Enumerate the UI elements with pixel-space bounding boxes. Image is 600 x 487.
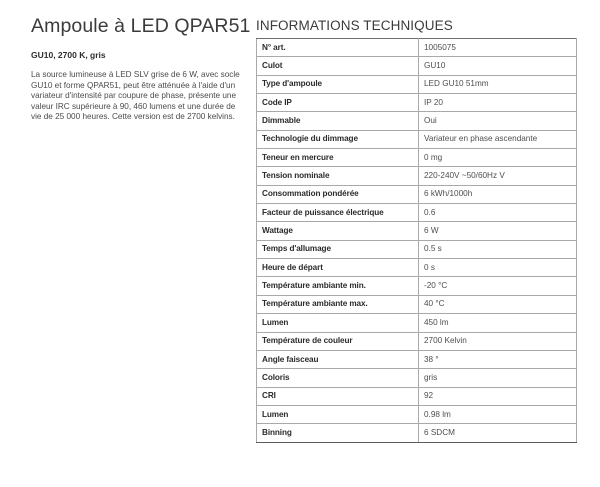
spec-value: 0 s <box>419 259 577 277</box>
spec-value: 1005075 <box>419 39 577 57</box>
spec-value: 2700 Kelvin <box>419 332 577 350</box>
spec-label: Culot <box>257 57 419 75</box>
spec-label: CRI <box>257 387 419 405</box>
product-description: La source lumineuse à LED SLV grise de 6 W, avec socle GU10 et forme QPAR51, peut être atténuée à l'aide d'un variateur d'intensité par coupure de phase, présente une valeur IRC supérieure à 90, 460 lumens et une durée de vie de 25 000 heures. Cette version est de 2700 kelvins. <box>31 70 240 122</box>
spec-row <box>257 259 577 277</box>
spec-label: Technologie du dimmage <box>257 130 419 148</box>
spec-row <box>257 405 577 423</box>
spec-label: Heure de départ <box>257 259 419 277</box>
spec-row <box>257 314 577 332</box>
spec-label: Binning <box>257 424 419 442</box>
spec-value: 0.98 lm <box>419 405 577 423</box>
spec-value: Oui <box>419 112 577 130</box>
spec-label: Angle faisceau <box>257 350 419 368</box>
spec-value: IP 20 <box>419 94 577 112</box>
spec-row <box>257 57 577 75</box>
product-subtitle: GU10, 2700 K, gris <box>31 50 106 60</box>
spec-value: 0 mg <box>419 149 577 167</box>
spec-value: 92 <box>419 387 577 405</box>
spec-row <box>257 222 577 240</box>
specs-table-body <box>257 39 577 443</box>
spec-row <box>257 185 577 203</box>
spec-row <box>257 240 577 258</box>
spec-row <box>257 204 577 222</box>
product-info <box>31 14 251 123</box>
spec-value: 38 ° <box>419 350 577 368</box>
spec-label: Dimmable <box>257 112 419 130</box>
spec-value: Variateur en phase ascendante <box>419 130 577 148</box>
spec-label: Temps d'allumage <box>257 240 419 258</box>
spec-value: 6 SDCM <box>419 424 577 442</box>
spec-label: Teneur en mercure <box>257 149 419 167</box>
specs-section <box>256 14 576 38</box>
spec-label: Code IP <box>257 94 419 112</box>
spec-row <box>257 424 577 442</box>
spec-value: LED GU10 51mm <box>419 75 577 93</box>
spec-label: Facteur de puissance électrique <box>257 204 419 222</box>
spec-row <box>257 295 577 313</box>
spec-label: Lumen <box>257 405 419 423</box>
spec-value: -20 °C <box>419 277 577 295</box>
spec-value: 6 kWh/1000h <box>419 185 577 203</box>
spec-value: 40 °C <box>419 295 577 313</box>
spec-value: gris <box>419 369 577 387</box>
spec-value: 6 W <box>419 222 577 240</box>
spec-label: Tension nominale <box>257 167 419 185</box>
spec-row <box>257 277 577 295</box>
spec-label: N° art. <box>257 39 419 57</box>
spec-label: Température ambiante min. <box>257 277 419 295</box>
specs-title: INFORMATIONS TECHNIQUES <box>256 18 453 33</box>
spec-row <box>257 75 577 93</box>
specs-table <box>256 38 577 443</box>
spec-row <box>257 112 577 130</box>
spec-row <box>257 39 577 57</box>
spec-row <box>257 149 577 167</box>
product-title: Ampoule à LED QPAR51 <box>31 15 251 37</box>
spec-label: Wattage <box>257 222 419 240</box>
spec-label: Lumen <box>257 314 419 332</box>
spec-value: 220-240V ~50/60Hz V <box>419 167 577 185</box>
spec-row <box>257 94 577 112</box>
spec-label: Température ambiante max. <box>257 295 419 313</box>
spec-label: Température de couleur <box>257 332 419 350</box>
spec-label: Type d'ampoule <box>257 75 419 93</box>
spec-label: Coloris <box>257 369 419 387</box>
spec-value: 0.6 <box>419 204 577 222</box>
spec-row <box>257 130 577 148</box>
spec-row <box>257 167 577 185</box>
spec-row <box>257 350 577 368</box>
spec-value: GU10 <box>419 57 577 75</box>
spec-label: Consommation pondérée <box>257 185 419 203</box>
spec-value: 450 lm <box>419 314 577 332</box>
spec-value: 0.5 s <box>419 240 577 258</box>
spec-row <box>257 332 577 350</box>
spec-row <box>257 369 577 387</box>
spec-row <box>257 387 577 405</box>
